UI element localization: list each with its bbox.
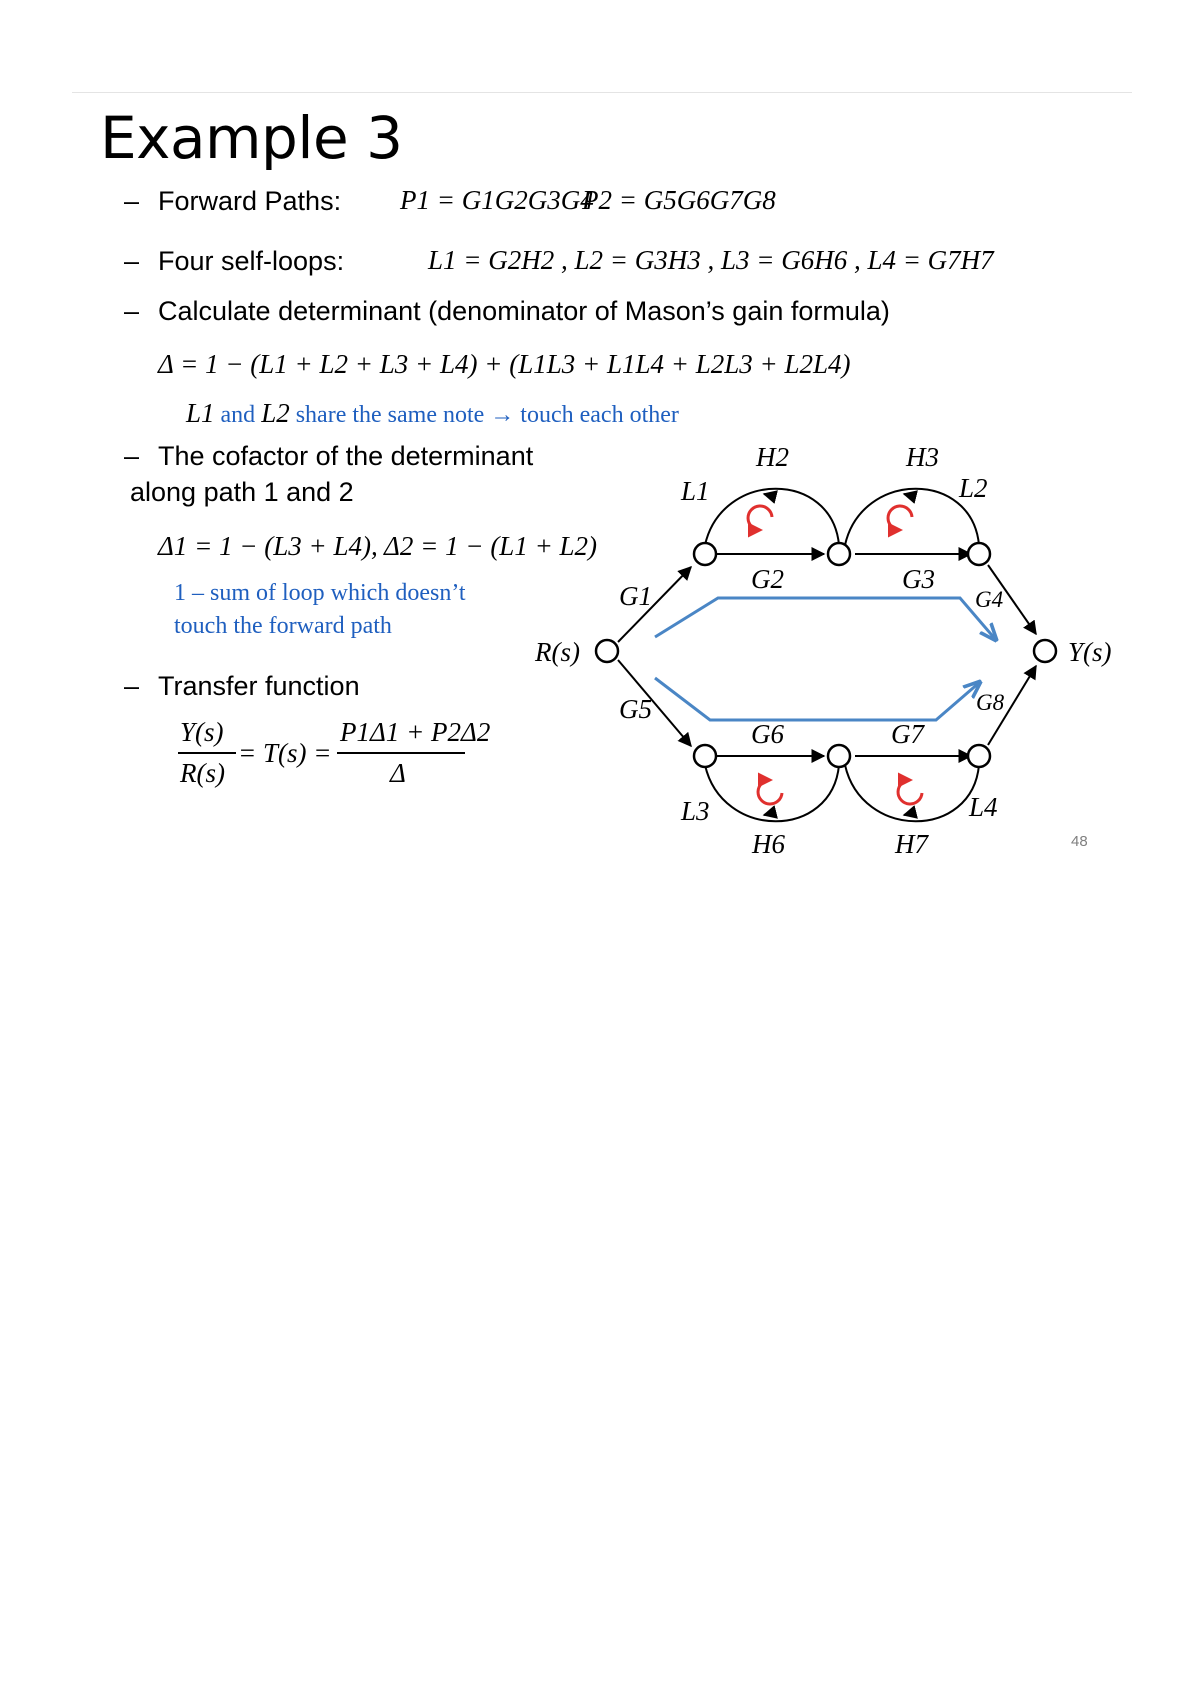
label-g5: G5	[619, 694, 652, 724]
p1-formula-text: P1 = G1G2G3G4	[400, 185, 594, 215]
bullet-determinant: – Calculate determinant (denominator of Mason’s gain formula)	[124, 296, 890, 326]
cofactor-note-line1: 1 – sum of loop which doesn’t	[174, 580, 466, 606]
node-upper-3	[968, 543, 990, 565]
page-number: 48	[1071, 833, 1088, 850]
forward-path-2-indicator	[655, 678, 980, 720]
transfer-rhs-numerator: P1Δ1 + P2Δ2	[340, 717, 491, 747]
cofactor-label-line1: The cofactor of the determinant	[158, 441, 534, 471]
forward-paths-label: Forward Paths:	[158, 186, 342, 216]
touch-note-l1: L1	[186, 398, 215, 428]
determinant-label: Calculate determinant (denominator of Mason’s gain formula)	[158, 296, 890, 326]
bullet-forward-paths: – Forward Paths:	[124, 186, 342, 216]
label-g4: G4	[975, 587, 1004, 612]
label-output: Y(s)	[1068, 637, 1112, 667]
touch-note-l2: L2	[261, 398, 290, 428]
label-g1: G1	[619, 581, 652, 611]
determinant-formula-text: Δ = 1 − (L1 + L2 + L3 + L4) + (L1L3 + L1L4 + L2L3 + L2L4)	[158, 349, 851, 379]
loop-l3-indicator	[758, 780, 782, 804]
loop-l2-indicator	[888, 506, 912, 530]
cofactor-label-line2: along path 1 and 2	[130, 477, 354, 507]
branch-h2-arrow	[764, 494, 772, 496]
label-l4: L4	[969, 792, 998, 822]
node-upper-1	[694, 543, 716, 565]
transfer-label: Transfer function	[158, 671, 360, 701]
slide-title: Example 3	[100, 104, 403, 172]
node-lower-1	[694, 745, 716, 767]
transfer-lhs-numerator: Y(s)	[180, 717, 224, 747]
label-l3: L3	[681, 796, 710, 826]
node-upper-2	[828, 543, 850, 565]
cofactor-formula-text: Δ1 = 1 − (L3 + L4), Δ2 = 1 − (L1 + L2)	[158, 531, 598, 561]
label-input: R(s)	[535, 637, 580, 667]
node-output	[1034, 640, 1056, 662]
branch-h7-arrow	[904, 813, 912, 815]
p2-formula-text: P2 = G5G6G7G8	[582, 185, 776, 215]
label-h3: H3	[906, 442, 939, 472]
branch-h7	[845, 765, 979, 821]
label-g3: G3	[902, 564, 935, 594]
branch-h3-arrow	[904, 494, 912, 496]
label-g6: G6	[751, 719, 784, 749]
label-l1: L1	[681, 476, 710, 506]
transfer-middle: = T(s) =	[238, 738, 332, 768]
label-g7: G7	[891, 719, 924, 749]
loop-l1-indicator	[748, 506, 772, 530]
touch-note-text: share the same note → touch each other	[295, 402, 679, 428]
self-loops-label: Four self-loops:	[158, 246, 345, 276]
bullet-self-loops: – Four self-loops:	[124, 246, 345, 276]
node-lower-2	[828, 745, 850, 767]
self-loops-formula-text: L1 = G2H2 , L2 = G3H3 , L3 = G6H6 , L4 = G7H7	[428, 245, 994, 275]
transfer-lhs-denominator: R(s)	[180, 758, 225, 788]
bullet-transfer-function: – Transfer function	[124, 671, 360, 701]
branch-h6-arrow	[764, 813, 772, 815]
cofactor-note-line2: touch the forward path	[174, 613, 392, 639]
bullet-cofactor: – The cofactor of the determinant	[124, 441, 534, 471]
label-h7: H7	[895, 829, 928, 859]
node-input	[596, 640, 618, 662]
node-lower-3	[968, 745, 990, 767]
label-g2: G2	[751, 564, 784, 594]
loop-l4-indicator	[898, 780, 922, 804]
forward-path-1-indicator	[655, 598, 996, 640]
label-h6: H6	[752, 829, 785, 859]
touch-note-and: and	[220, 402, 256, 428]
label-l2: L2	[959, 473, 988, 503]
branch-h6	[705, 765, 839, 821]
label-g8: G8	[976, 690, 1005, 715]
transfer-rhs-denominator: Δ	[390, 758, 406, 788]
label-h2: H2	[756, 442, 789, 472]
